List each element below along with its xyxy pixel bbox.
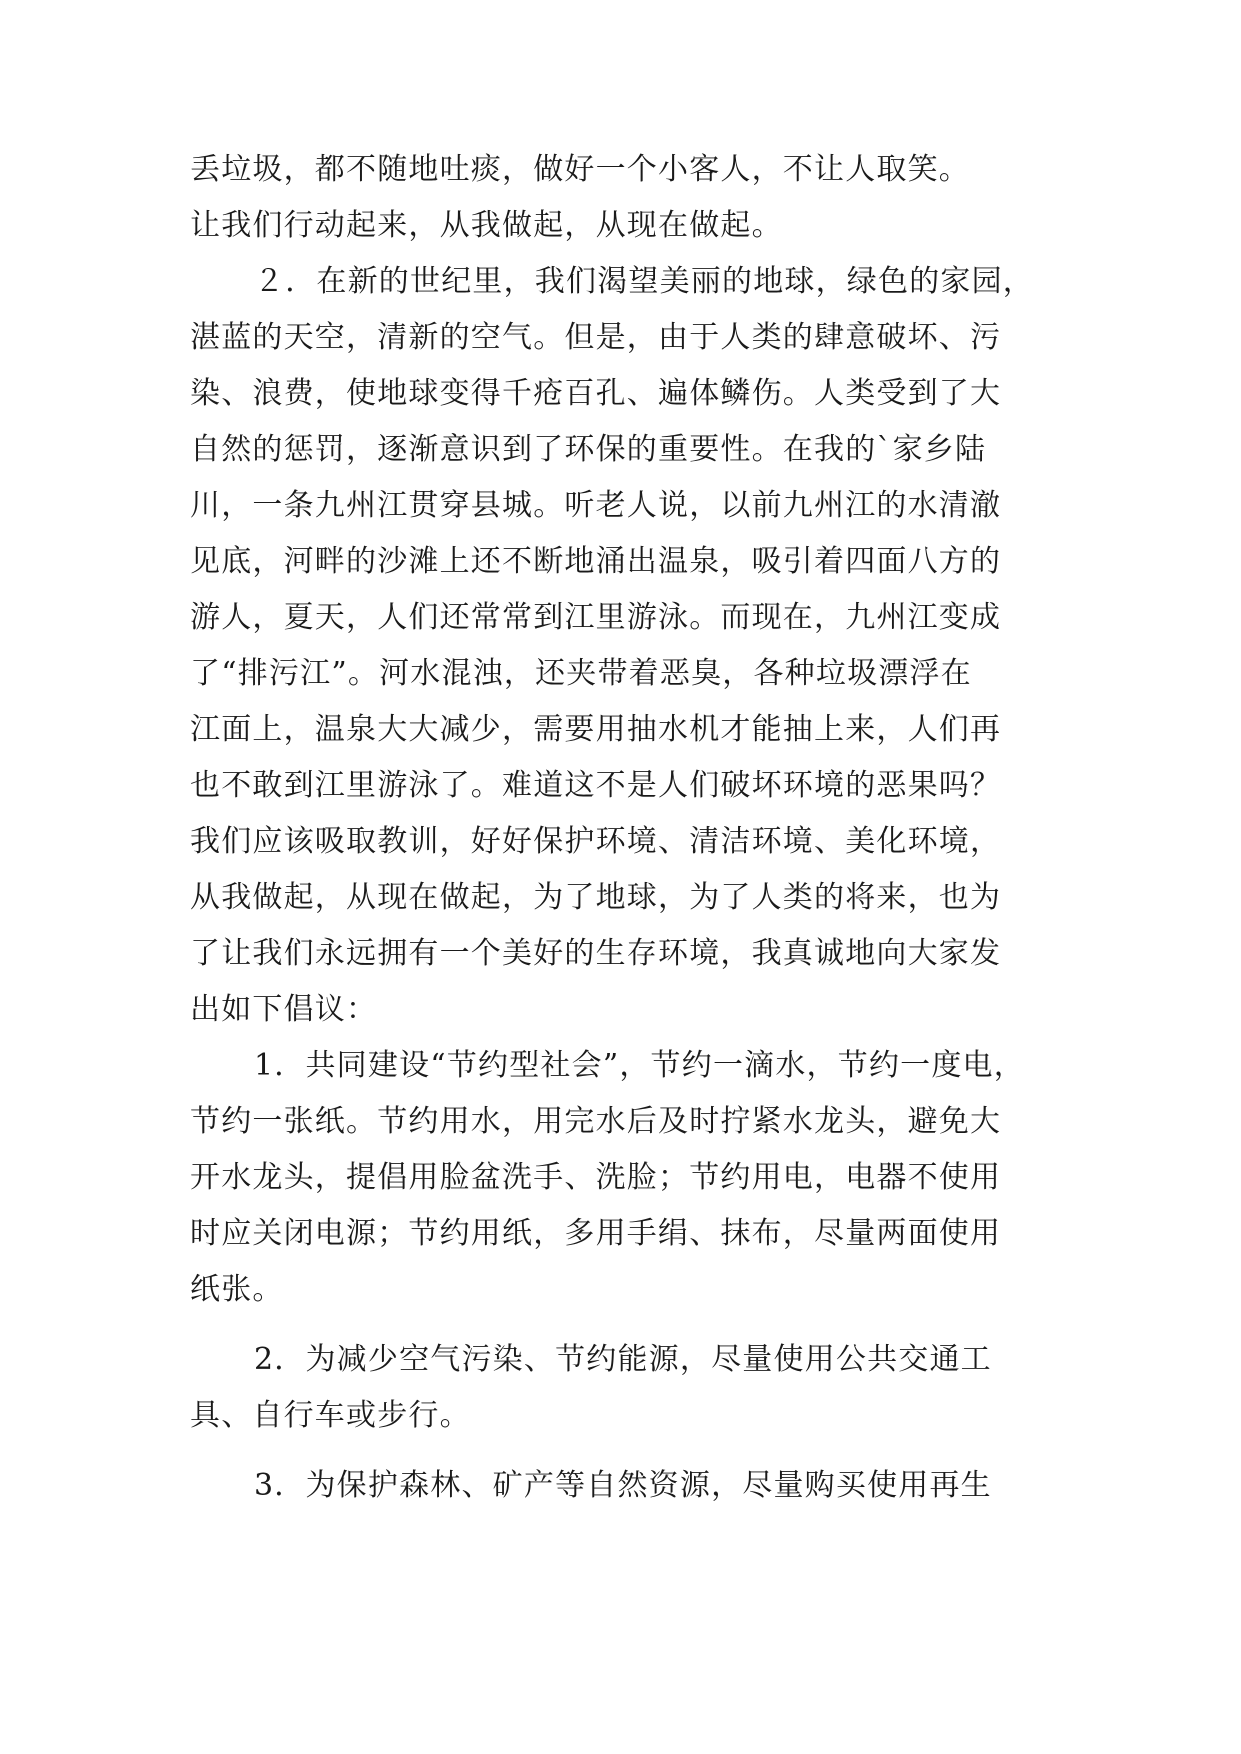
text-line: 时应关闭电源；节约用纸，多用手绢、抹布，尽量两面使用 (190, 1216, 1002, 1251)
text-line: 游人，夏天，人们还常常到江里游泳。而现在，九州江变成 (190, 600, 1002, 635)
text-line: 自然的惩罚，逐渐意识到了环保的重要性。在我的`家乡陆 (190, 432, 987, 467)
text-line: 丢垃圾，都不随地吐痰，做好一个小客人，不让人取笑。 (190, 152, 970, 187)
text-line: 我们应该吸取教训，好好保护环境、清洁环境、美化环境， (190, 824, 1002, 859)
text-line: 让我们行动起来，从我做起，从现在做起。 (190, 208, 783, 243)
text-line: 纸张。 (190, 1272, 284, 1307)
text-line: 江面上，温泉大大减少，需要用抽水机才能抽上来，人们再 (190, 712, 1002, 747)
text-line: 出如下倡议： (190, 992, 378, 1027)
text-line: 湛蓝的天空，清新的空气。但是，由于人类的肆意破坏、污 (190, 320, 1002, 355)
text-line: 见底，河畔的沙滩上还不断地涌出温泉，吸引着四面八方的 (190, 544, 1002, 579)
paragraph-start-line: 2．为减少空气污染、节约能源，尽量使用公共交通工 (254, 1342, 992, 1377)
text-line: 具、自行车或步行。 (190, 1398, 471, 1433)
text-line: 从我做起，从现在做起，为了地球，为了人类的将来，也为 (190, 880, 1002, 915)
text-line: 也不敢到江里游泳了。难道这不是人们破坏环境的恶果吗？ (190, 768, 1002, 803)
text-line: 节约一张纸。节约用水，用完水后及时拧紧水龙头，避免大 (190, 1104, 1002, 1139)
text-line: 了让我们永远拥有一个美好的生存环境，我真诚地向大家发 (190, 936, 1002, 971)
paragraph-start-line: 3．为保护森林、矿产等自然资源，尽量购买使用再生 (254, 1468, 992, 1503)
text-line: 染、浪费，使地球变得千疮百孔、遍体鳞伤。人类受到了大 (190, 376, 1002, 411)
text-line: 了“排污江”。河水混浊，还夹带着恶臭，各种垃圾漂浮在 (190, 656, 972, 691)
paragraph-start-line: 1．共同建设“节约型社会”，节约一滴水，节约一度电， (254, 1048, 1025, 1083)
text-line: 开水龙头，提倡用脸盆洗手、洗脸；节约用电，电器不使用 (190, 1160, 1002, 1195)
paragraph-start-line: ２．在新的世纪里，我们渴望美丽的地球，绿色的家园， (254, 264, 1034, 299)
text-line: 川，一条九州江贯穿县城。听老人说，以前九州江的水清澈 (190, 488, 1002, 523)
